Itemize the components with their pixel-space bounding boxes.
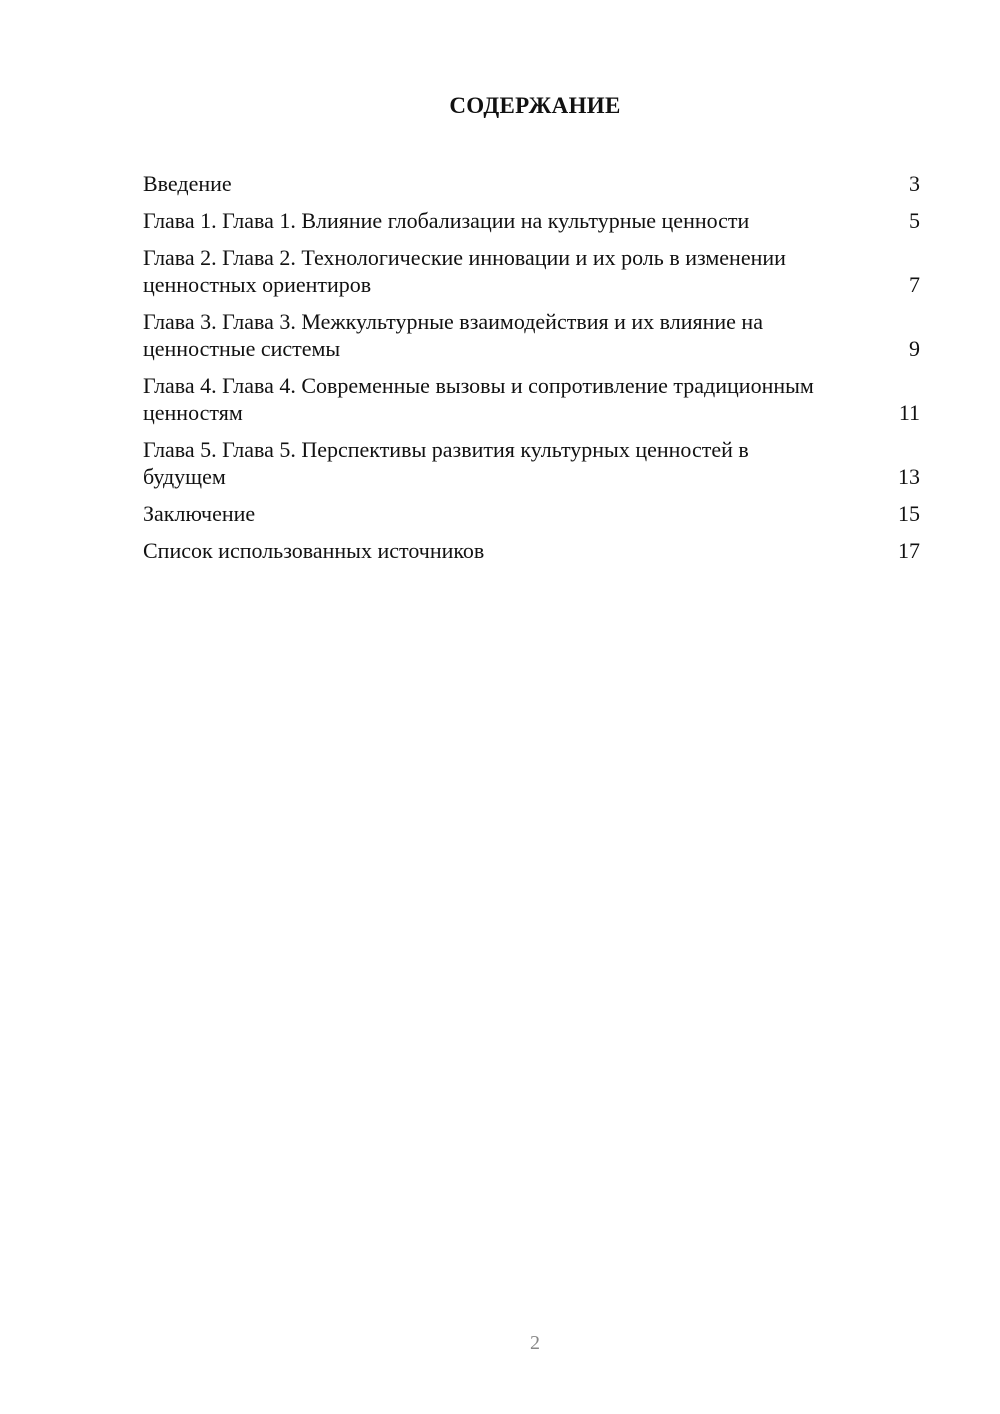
table-of-contents [143,170,920,574]
toc-entry-text: Глава 1. Глава 1. Влияние глобализации на культурные ценности [143,208,750,233]
toc-entry-chapter-1[interactable] [143,207,920,234]
page-number: 2 [530,1332,540,1354]
toc-entry-page: 7 [909,272,920,297]
toc-entry-references[interactable] [143,537,920,564]
toc-entry-text: Глава 3. Глава 3. Межкультурные взаимодействия и их влияние на ценностные системы [143,309,763,361]
toc-title: СОДЕРЖАНИЕ [449,93,621,118]
toc-entry-text: Глава 4. Глава 4. Современные вызовы и сопротивление традиционным ценностям [143,373,814,425]
toc-entry-text: Глава 5. Глава 5. Перспективы развития культурных ценностей в будущем [143,437,749,489]
toc-entry-page: 3 [909,171,920,196]
toc-entry-text: Заключение [143,501,256,526]
toc-entry-page: 15 [898,501,920,526]
toc-entry-chapter-4[interactable] [143,372,920,426]
toc-entry-chapter-5[interactable] [143,436,920,490]
toc-entry-page: 9 [909,336,920,361]
toc-entry-chapter-3[interactable] [143,308,920,362]
toc-entry-chapter-2[interactable] [143,244,920,298]
toc-entry-text: Список использованных источников [143,538,485,563]
toc-entry-page: 13 [898,464,920,489]
toc-entry-page: 5 [909,208,920,233]
toc-entry-introduction[interactable] [143,170,920,197]
toc-entry-page: 17 [898,538,920,563]
toc-entry-conclusion[interactable] [143,500,920,527]
toc-entry-page: 11 [898,400,920,425]
toc-entry-text: Глава 2. Глава 2. Технологические инновации и их роль в изменении ценностных ориентиров [143,245,786,297]
toc-entry-text: Введение [143,171,232,196]
